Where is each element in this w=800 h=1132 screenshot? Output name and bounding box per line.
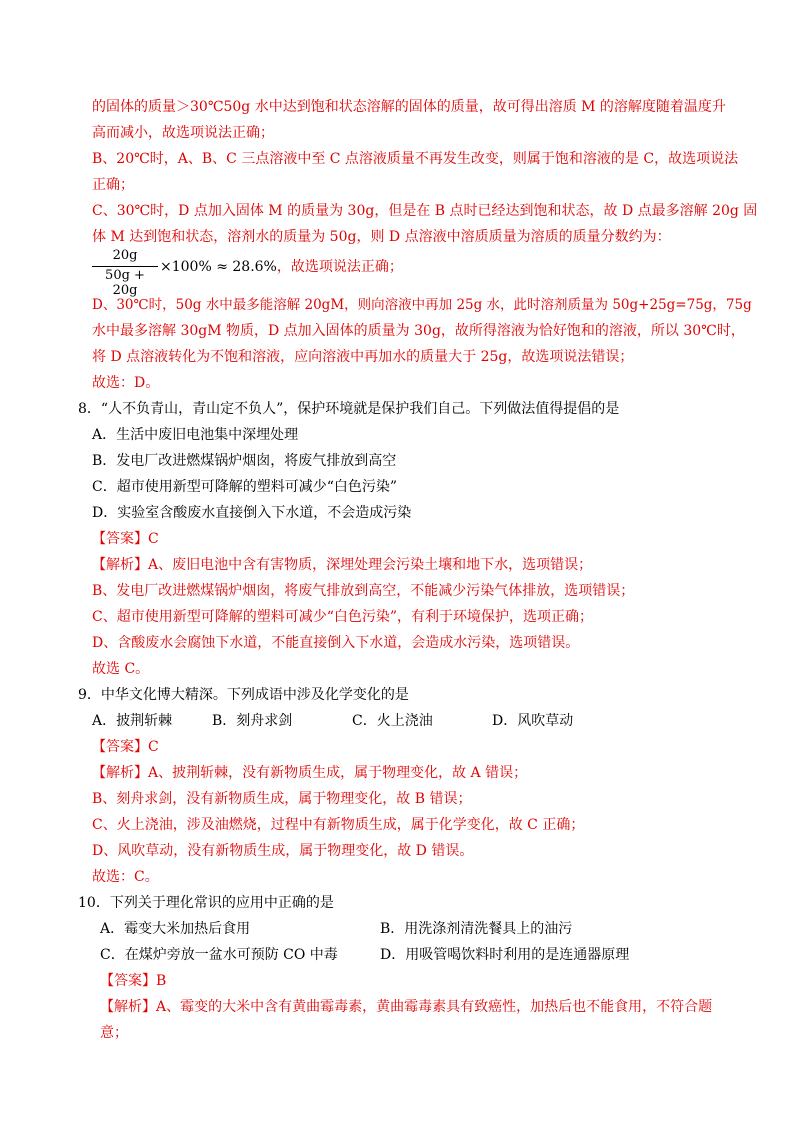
explanation-line: D、风吹草动，没有新物质生成，属于物理变化，故 D 错误。 [92, 843, 474, 859]
question-stem-10: 10．下列关于理化常识的应用中正确的是 [78, 895, 334, 911]
final-answer-line: 故选 C。 [92, 661, 150, 677]
answer-label: 【答案】C [92, 531, 159, 547]
final-answer-line: 故选：C。 [92, 869, 159, 885]
explanation-line: 高而减小，故选项说法正确； [92, 125, 274, 141]
option-d: D．用吸管喝饮料时利用的是连通器原理 [380, 947, 630, 963]
formula-conclusion: ，故选项说法正确； [276, 259, 403, 275]
explanation-line: C、超市使用新型可降解的塑料可减少“白色污染”，有利于环境保护，选项正确； [92, 609, 594, 625]
final-answer-line: 故选：D。 [92, 375, 160, 391]
option-a: A．霉变大米加热后食用 [100, 921, 251, 937]
mass-fraction-formula [92, 248, 158, 298]
answer-label: 【答案】B [100, 973, 167, 989]
formula-tail [160, 258, 403, 276]
option-b: B．用洗涤剂清洗餐具上的油污 [380, 921, 573, 937]
explanation-line: 【解析】A、废旧电池中含有害物质，深埋处理会污染土壤和地下水，选项错误； [92, 557, 593, 573]
explanation-line: B、刻舟求剑，没有新物质生成，属于物理变化，故 B 错误； [92, 791, 472, 807]
fraction-numerator: 20g [112, 248, 138, 263]
explanation-line: 意； [100, 1025, 128, 1041]
explanation-line: 【解析】A、霉变的大米中含有黄曲霉毒素，黄曲霉毒素具有致癌性，加热后也不能食用，不符合题 [100, 999, 713, 1015]
explanation-line: D、30℃时，50g 水中最多能溶解 20gM，则向溶液中再加 25g 水，此时溶剂质量为 50g+25g=75g，75g [92, 297, 752, 313]
explanation-line: 【解析】A、披荆斩棘，没有新物质生成，属于物理变化，故 A 错误； [92, 765, 528, 781]
explanation-line: D、含酸废水会腐蚀下水道，不能直接倒入下水道，会造成水污染，选项错误。 [92, 635, 580, 651]
question-stem-8: 8．“人不负青山，青山定不负人”，保护环境就是保护我们自己。下列做法值得提倡的是 [78, 401, 620, 417]
option-c: C．在煤炉旁放一盆水可预防 CO 中毒 [100, 947, 338, 963]
explanation-line: B、20℃时，A、B、C 三点溶液中至 C 点溶液质量不再发生改变，则属于饱和溶液的是 C，故选项说法 [92, 151, 739, 167]
explanation-line: C、30℃时，D 点加入固体 M 的质量为 30g，但是在 B 点时已经达到饱和状态，故 D 点最多溶解 20g 固 [92, 203, 758, 219]
explanation-line: 正确； [92, 177, 134, 193]
option-c: C．火上浇油 [352, 713, 433, 729]
fraction-denominator: 50g + 20g [105, 268, 145, 298]
answer-label: 【答案】C [92, 739, 159, 755]
explanation-line: 体 M 达到饱和状态，溶剂水的质量为 50g，则 D 点溶液中溶质质量为溶质的质量分数约为： [92, 229, 671, 245]
fraction-bar [92, 266, 158, 267]
option-b: B．发电厂改进燃煤锅炉烟囱，将废气排放到高空 [92, 453, 397, 469]
option-c: C．超市使用新型可降解的塑料可减少“白色污染” [92, 479, 398, 495]
option-d: D．实验室含酸废水直接倒入下水道，不会造成污染 [92, 505, 412, 521]
option-a: A．生活中废旧电池集中深埋处理 [92, 427, 299, 443]
explanation-line: B、发电厂改进燃煤锅炉烟囱，将废气排放到高空，不能减少污染气体排放，选项错误； [92, 583, 635, 599]
formula-result: ×100% ≈ 28.6% [160, 259, 277, 275]
question-stem-9: 9．中华文化博大精深。下列成语中涉及化学变化的是 [78, 687, 409, 703]
option-b: B．刻舟求剑 [212, 713, 293, 729]
option-a: A．披荆斩棘 [92, 713, 173, 729]
explanation-line: 的固体的质量＞30℃50g 水中达到饱和状态溶解的固体的质量，故可得出溶质 M 的溶解度随着温度升 [92, 99, 726, 115]
explanation-line: 水中最多溶解 30gM 物质，D 点加入固体的质量为 30g，故所得溶液为恰好饱和的溶液，所以 30℃时， [92, 323, 745, 339]
option-d: D．风吹草动 [492, 713, 574, 729]
explanation-line: 将 D 点溶液转化为不饱和溶液，应向溶液中再加水的质量大于 25g，故选项说法错误； [92, 349, 634, 365]
explanation-line: C、火上浇油，涉及油燃烧，过程中有新物质生成，属于化学变化，故 C 正确； [92, 817, 585, 833]
